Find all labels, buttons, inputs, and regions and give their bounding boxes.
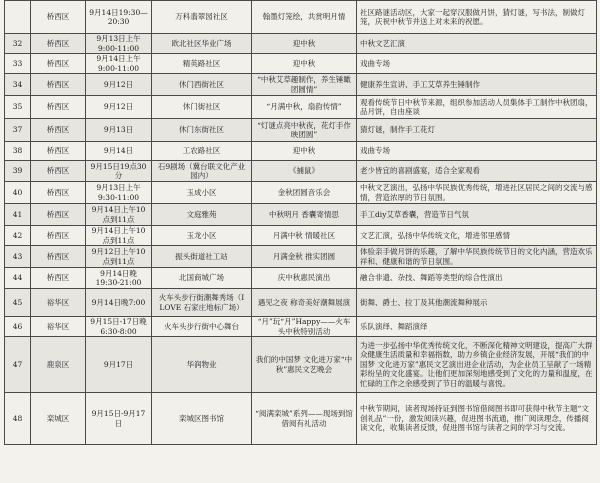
cell-time: 9月14日 [86, 142, 152, 161]
cell-no: 40 [5, 182, 31, 204]
cell-event: “阅满栾城”系列——现场到馆借阅有礼活动 [252, 393, 357, 445]
cell-event: 翰墨灯笼绘，共赏明月情 [252, 1, 357, 34]
cell-desc: 健康养生宣讲、手工艾草养生锤制作 [357, 74, 597, 96]
cell-district: 桥西区 [31, 246, 86, 268]
cell-place: 休门东街社区 [152, 119, 252, 142]
cell-no: 46 [5, 317, 31, 337]
cell-time: 9月13日上午9:30-11:00 [86, 182, 152, 204]
cell-district: 桥西区 [31, 54, 86, 74]
cell-district: 桥西区 [31, 1, 86, 34]
cell-no: 38 [5, 142, 31, 161]
cell-place: 欧北社区华业广场 [152, 34, 252, 54]
cell-desc: 文艺汇演，弘扬中华传统文化，增进邻里感情 [357, 226, 597, 246]
cell-time: 9月15日-17日晚6:30-8:00 [86, 317, 152, 337]
cell-time: 9月12日 [86, 96, 152, 119]
cell-no [5, 1, 31, 34]
table-row [5, 226, 597, 246]
cell-place: 火车头步行街中心舞台 [152, 317, 252, 337]
cell-no: 34 [5, 74, 31, 96]
cell-desc: 观看传统节日中秋节来源，组织参加活动人员集体手工制作中秋团扇，品月饼，自由座谈 [357, 96, 597, 119]
cell-place: 火车头步行街潮舞秀场（I LOVE 石家庄地标广场） [152, 289, 252, 317]
table-row [5, 246, 597, 268]
cell-event: 中秋明月 香囊寄情思 [252, 204, 357, 226]
cell-desc: 猜灯谜，制作手工花灯 [357, 119, 597, 142]
cell-desc: 老少皆宜的喜剧盛宴，适合全家观看 [357, 161, 597, 182]
cell-district: 裕华区 [31, 289, 86, 317]
cell-time: 9月14日19:30—20:30 [86, 1, 152, 34]
cell-desc: 手工diy艾草香囊，营造节日气氛 [357, 204, 597, 226]
cell-place: 工农路社区 [152, 142, 252, 161]
cell-event: “月”玩“月”Happy——火车头中秋特别活动 [252, 317, 357, 337]
table-row [5, 268, 597, 289]
cell-event: 月满金秋 推实团圆 [252, 246, 357, 268]
cell-time: 9月14日晚19:30-21:00 [86, 268, 152, 289]
cell-desc: 融合非遗、杂技、舞蹈等类型的综合性演出 [357, 268, 597, 289]
cell-time: 9月15日-9月17日 [86, 393, 152, 445]
table-row [5, 1, 597, 34]
cell-district: 鹿泉区 [31, 337, 86, 393]
cell-place: 万科翡翠园社区 [152, 1, 252, 34]
cell-time: 9月14日晚7:00 [86, 289, 152, 317]
cell-place: 文庭雅苑 [152, 204, 252, 226]
cell-desc: 乐队演绎、舞蹈演绎 [357, 317, 597, 337]
cell-district: 桥西区 [31, 226, 86, 246]
cell-district: 桥西区 [31, 34, 86, 54]
cell-event: 迎中秋 [252, 142, 357, 161]
cell-event: “灯谜点亮中秋夜，花灯手作映团圆” [252, 119, 357, 142]
cell-no: 39 [5, 161, 31, 182]
cell-time: 9月12日 [86, 74, 152, 96]
event-schedule-table [4, 0, 597, 445]
cell-event: “月满中秋，扇韵传情” [252, 96, 357, 119]
table-row [5, 393, 597, 445]
cell-time: 9月12日上午10点到11点 [86, 246, 152, 268]
cell-district: 桥西区 [31, 96, 86, 119]
cell-event: 《捕鼠》 [252, 161, 357, 182]
cell-desc: 戏曲专场 [357, 54, 597, 74]
table-row [5, 142, 597, 161]
table-row [5, 182, 597, 204]
cell-place: 华润物业 [152, 337, 252, 393]
cell-place: 振头街道社工站 [152, 246, 252, 268]
cell-desc: 为进一步弘扬中华优秀传统文化，不断深化精神文明建设，提高广大群众健康生活质量和幸福指数，助力乡镇企业经济发展，开展“我们的中国梦 文化进万家”惠民文艺演出进企业活动，为企业员工呈献了一场精彩纷呈的文化盛宴。让他们更加深刻地感受到了文化的力量和温度，在忙碌的工作之余感受到了节日的温暖与喜悦。 [357, 337, 597, 393]
cell-place: 石9剧场（冀台联文化产业园内） [152, 161, 252, 182]
cell-no: 48 [5, 393, 31, 445]
table-row [5, 161, 597, 182]
cell-desc: 戏曲专场 [357, 142, 597, 161]
cell-place: 北国商城广场 [152, 268, 252, 289]
table-row [5, 96, 597, 119]
cell-no: 42 [5, 226, 31, 246]
cell-no: 37 [5, 119, 31, 142]
cell-no: 41 [5, 204, 31, 226]
cell-place: 栾城区图书馆 [152, 393, 252, 445]
cell-time: 9月14日上午10点到11点 [86, 226, 152, 246]
cell-time: 9月15日19点30分 [86, 161, 152, 182]
cell-no: 32 [5, 34, 31, 54]
cell-place: 玉龙小区 [152, 226, 252, 246]
cell-desc: 中秋文艺汇演 [357, 34, 597, 54]
cell-event: 迎中秋 [252, 34, 357, 54]
cell-time: 9月14日上午9:00-11:00 [86, 54, 152, 74]
cell-event: 金秋团圆音乐会 [252, 182, 357, 204]
cell-time: 9月13日上午9:00-11:00 [86, 34, 152, 54]
cell-event: 月满中秋 情暖社区 [252, 226, 357, 246]
cell-place: 玉成小区 [152, 182, 252, 204]
cell-event: 遇见之夜 称奇美好潮舞展演 [252, 289, 357, 317]
cell-desc: 体验亲手做月饼的乐趣，了解中华民族传统节日的文化内涵，营造欢乐祥和、健康和谐的节日氛围。 [357, 246, 597, 268]
cell-no: 43 [5, 246, 31, 268]
table-row [5, 54, 597, 74]
cell-desc: 街舞、爵士、拉丁及其他潮流舞种展示 [357, 289, 597, 317]
cell-no: 44 [5, 268, 31, 289]
cell-place: 精英路社区 [152, 54, 252, 74]
table-row [5, 74, 597, 96]
cell-no: 35 [5, 96, 31, 119]
cell-district: 桥西区 [31, 204, 86, 226]
cell-place: 休门西街社区 [152, 74, 252, 96]
cell-district: 桥西区 [31, 142, 86, 161]
cell-no: 33 [5, 54, 31, 74]
cell-district: 桥西区 [31, 74, 86, 96]
cell-time: 9月14日上午10点到11点 [86, 204, 152, 226]
cell-desc: 社区路谜活动区，大家一起穿汉服做月饼，猜灯谜，写书法，制做灯笼，庆祝中秋节并送上对未来的祝愿。 [357, 1, 597, 34]
cell-no: 47 [5, 337, 31, 393]
cell-event: 我们的中国梦 文化进万家“中秋”惠民文艺晚会 [252, 337, 357, 393]
table-row [5, 289, 597, 317]
cell-no: 45 [5, 289, 31, 317]
cell-event: “中秋艾草趣制作，养生锤瞰团圆情” [252, 74, 357, 96]
cell-district: 栾城区 [31, 393, 86, 445]
cell-place: 休门街社区 [152, 96, 252, 119]
cell-district: 桥西区 [31, 119, 86, 142]
table-row [5, 119, 597, 142]
table-row [5, 317, 597, 337]
table-row [5, 204, 597, 226]
cell-event: 庆中秋惠民演出 [252, 268, 357, 289]
cell-desc: 中秋文艺演出，弘扬中华民族优秀传统，增进社区居民之间的交流与感情，营造浓厚的节日氛围。 [357, 182, 597, 204]
cell-desc: 中秋节期间，读者现场持证到图书馆借阅图书即可获得中秋节主题“文创礼品”一份，激发阅读兴趣，促进图书流通，推广阅读理念，传播阅读文化，收集读者反馈，促进图书馆与读者之间的学习与交流。 [357, 393, 597, 445]
cell-time: 9月17日 [86, 337, 152, 393]
cell-time: 9月13日 [86, 119, 152, 142]
cell-district: 桥西区 [31, 182, 86, 204]
cell-district: 桥西区 [31, 161, 86, 182]
table-body [5, 1, 597, 445]
cell-event: 迎中秋 [252, 54, 357, 74]
cell-district: 桥西区 [31, 268, 86, 289]
table-row [5, 34, 597, 54]
cell-district: 裕华区 [31, 317, 86, 337]
table-row [5, 337, 597, 393]
